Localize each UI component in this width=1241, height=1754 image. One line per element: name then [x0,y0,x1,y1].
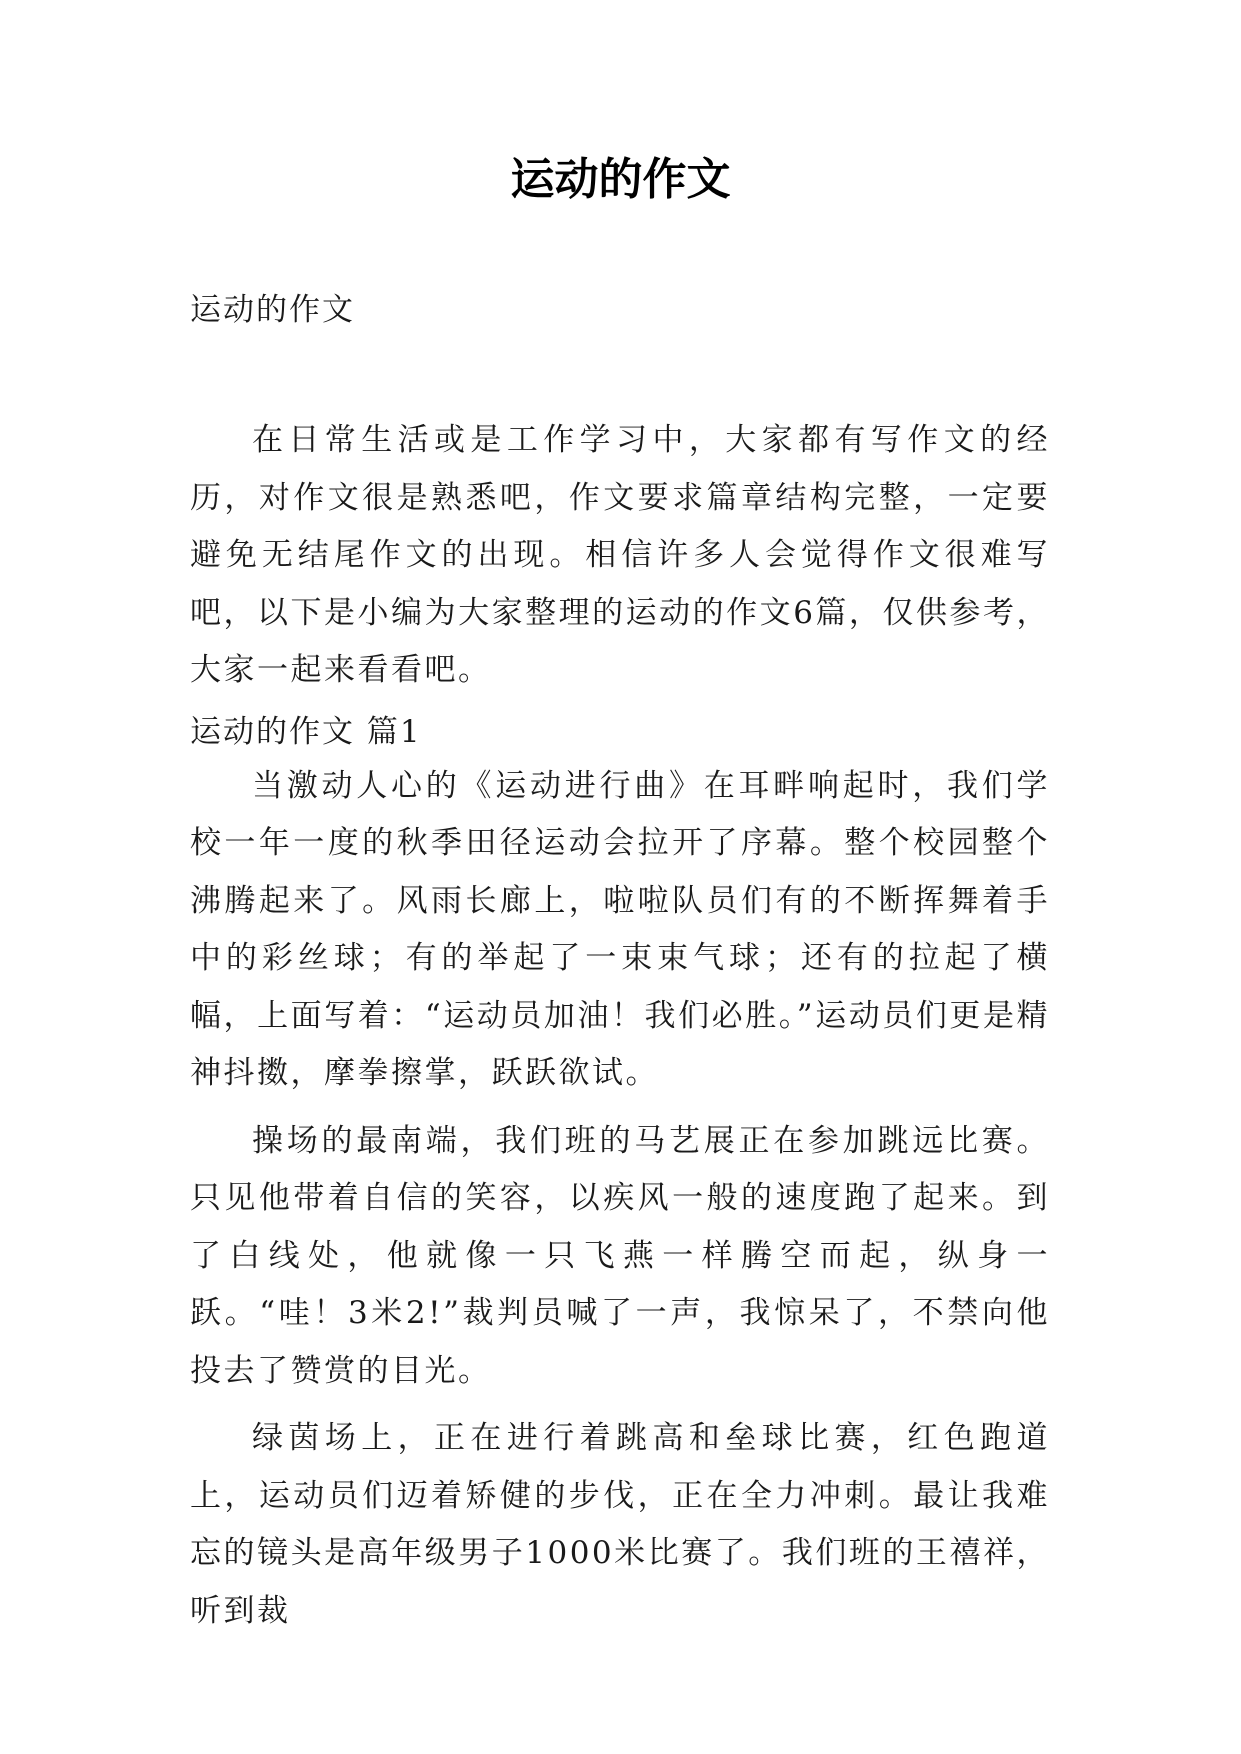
body-paragraph-1: 当激动人心的《运动进行曲》在耳畔响起时，我们学校一年一度的秋季田径运动会拉开了序幕。整个校园整个沸腾起来了。风雨长廊上，啦啦队员们有的不断挥舞着手中的彩丝球；有的举起了一束束气球；还有的拉起了横幅，上面写着：“运动员加油！我们必胜。”运动员们更是精神抖擞，摩拳擦掌，跃跃欲试。 [190,767,1050,1091]
document-body [190,412,1050,1640]
document-title: 运动的作文 [510,154,731,205]
section-heading: 运动的作文 篇1 [190,713,422,750]
document-subtitle: 运动的作文 [190,292,355,328]
intro-paragraph: 在日常生活或是工作学习中，大家都有写作文的经历，对作文很是熟悉吧，作文要求篇章结构完整，一定要避免无结尾作文的出现。相信许多人会觉得作文很难写吧，以下是小编为大家整理的运动的作文6篇，仅供参考，大家一起来看看吧。 [190,422,1050,688]
body-paragraph-3: 绿茵场上，正在进行着跳高和垒球比赛，红色跑道上，运动员们迈着矫健的步伐，正在全力冲刺。最让我难忘的镜头是高年级男子1000米比赛了。我们班的王禧祥，听到裁 [190,1420,1050,1629]
body-paragraph-2: 操场的最南端，我们班的马艺展正在参加跳远比赛。只见他带着自信的笑容，以疾风一般的速度跑了起来。到了白线处，他就像一只飞燕一样腾空而起，纵身一跃。“哇！3米2!”裁判员喊了一声，我惊呆了，不禁向他投去了赞赏的目光。 [190,1122,1050,1389]
